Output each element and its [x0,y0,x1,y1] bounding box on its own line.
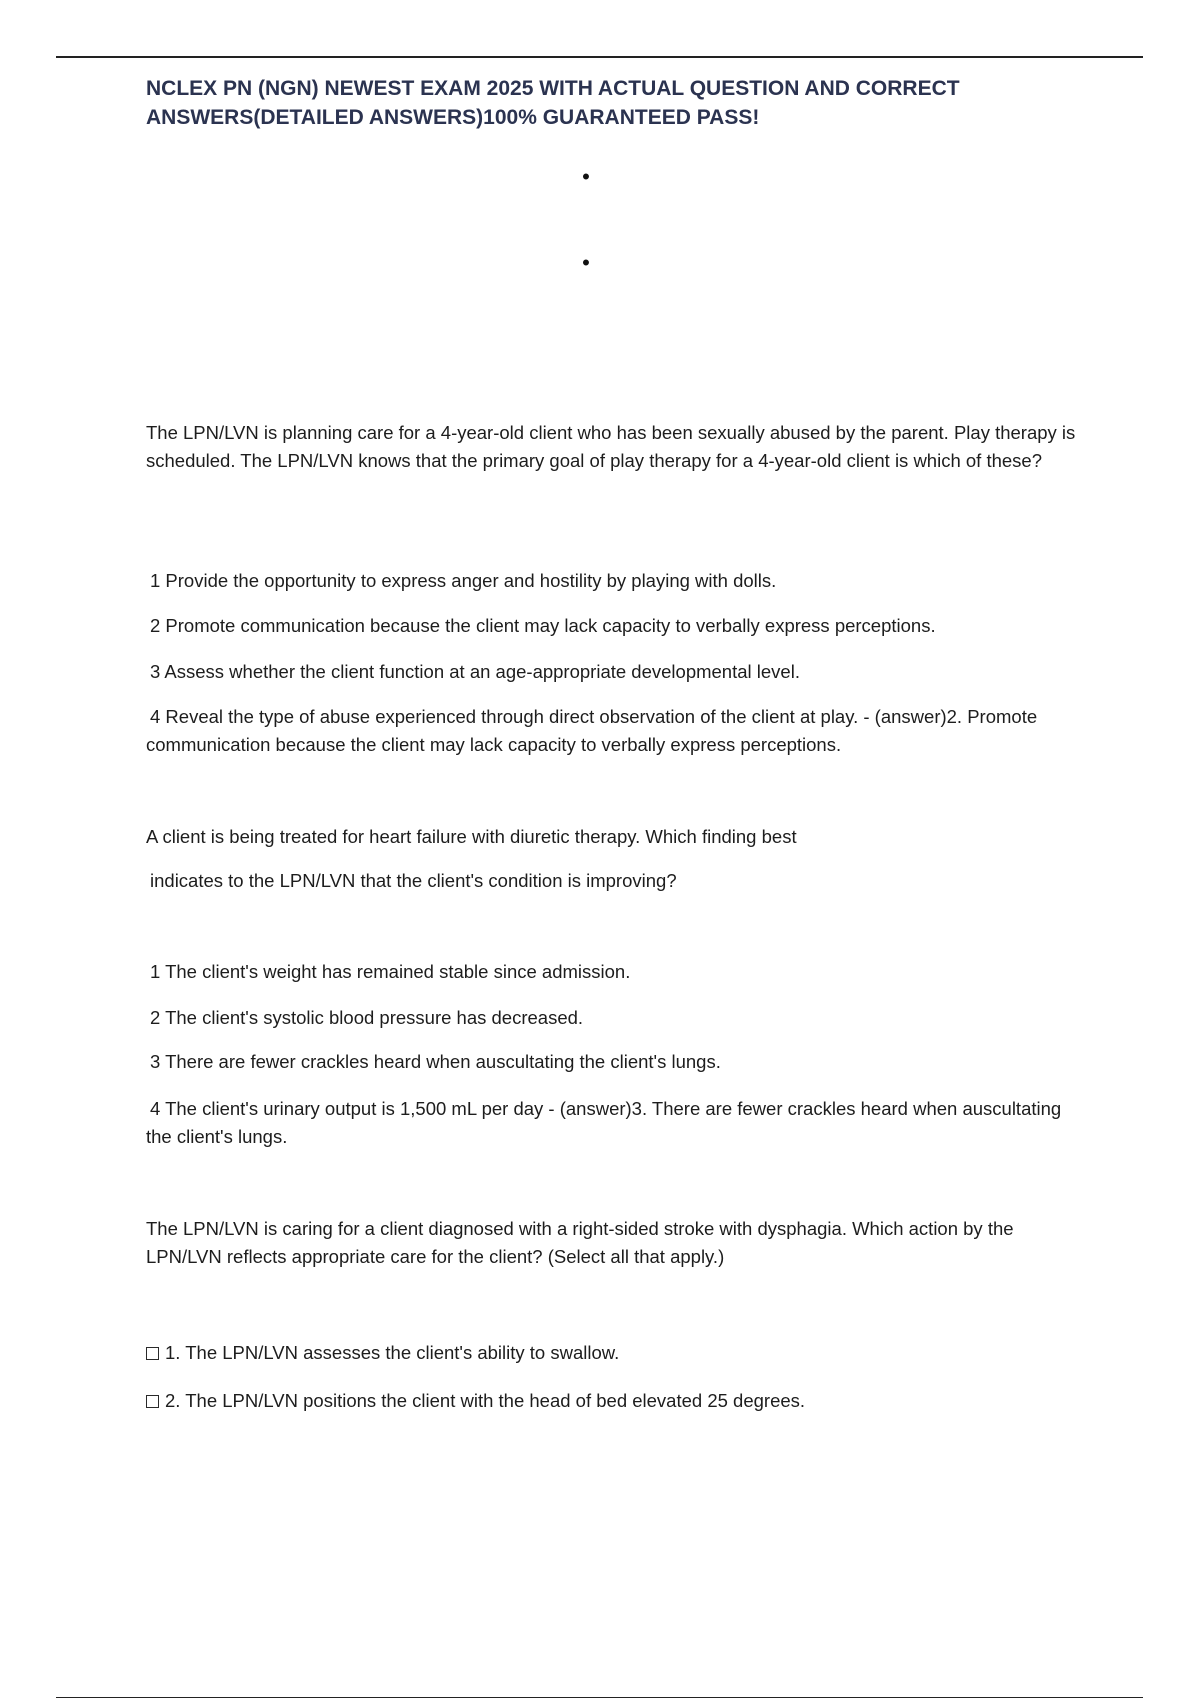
header-rule [56,56,1143,58]
question-1-option-2: 2 Promote communication because the client may lack capacity to verbally express perceptions. [150,615,936,636]
question-3-option-2 [146,1387,1086,1415]
bullet-point: • [582,250,590,275]
question-3-option-1-text: 1. The LPN/LVN assesses the client's ability to swallow. [165,1342,620,1363]
question-3-stem: The LPN/LVN is caring for a client diagnosed with a right-sided stroke with dysphagia. Which action by the LPN/LVN reflects appropriate care for the client? (Select all that apply.) [146,1218,1014,1267]
checkbox-icon [146,1395,159,1408]
question-3-option-1 [146,1339,1086,1367]
footer-rule [56,1697,1143,1698]
question-2-option-3: 3 There are fewer crackles heard when auscultating the client's lungs. [150,1051,721,1072]
question-2-option-4-answer: 4 The client's urinary output is 1,500 mL per day - (answer)3. There are fewer crackles heard when auscultating the client's lungs. [146,1098,1062,1147]
bullet-point: • [582,164,590,189]
question-2-stem-line-1: A client is being treated for heart failure with diuretic therapy. Which finding best [146,826,797,847]
question-2-option-2: 2 The client's systolic blood pressure has decreased. [150,1007,584,1028]
question-1-option-4-answer: 4 Reveal the type of abuse experienced through direct observation of the client at play. - (answer)2. Promote communication because the client may lack capacity to verbally express perceptions. [146,706,1038,755]
document-title: NCLEX PN (NGN) NEWEST EXAM 2025 WITH ACTUAL QUESTION AND CORRECT ANSWERS(DETAILED ANSWERS)100% GUARANTEED PASS! [146,77,960,129]
question-1-stem: The LPN/LVN is planning care for a 4-year-old client who has been sexually abused by the parent. Play therapy is scheduled. The LPN/LVN knows that the primary goal of play therapy for a 4-year-old client is which of these? [146,422,1076,471]
question-1-option-3: 3 Assess whether the client function at an age-appropriate developmental level. [150,661,800,682]
question-1-option-1: 1 Provide the opportunity to express anger and hostility by playing with dolls. [150,570,777,591]
checkbox-icon [146,1347,159,1360]
question-2-option-1: 1 The client's weight has remained stable since admission. [150,961,631,982]
question-2-stem-line-2: indicates to the LPN/LVN that the client's condition is improving? [150,870,677,891]
question-3-option-2-text: 2. The LPN/LVN positions the client with the head of bed elevated 25 degrees. [165,1390,806,1411]
